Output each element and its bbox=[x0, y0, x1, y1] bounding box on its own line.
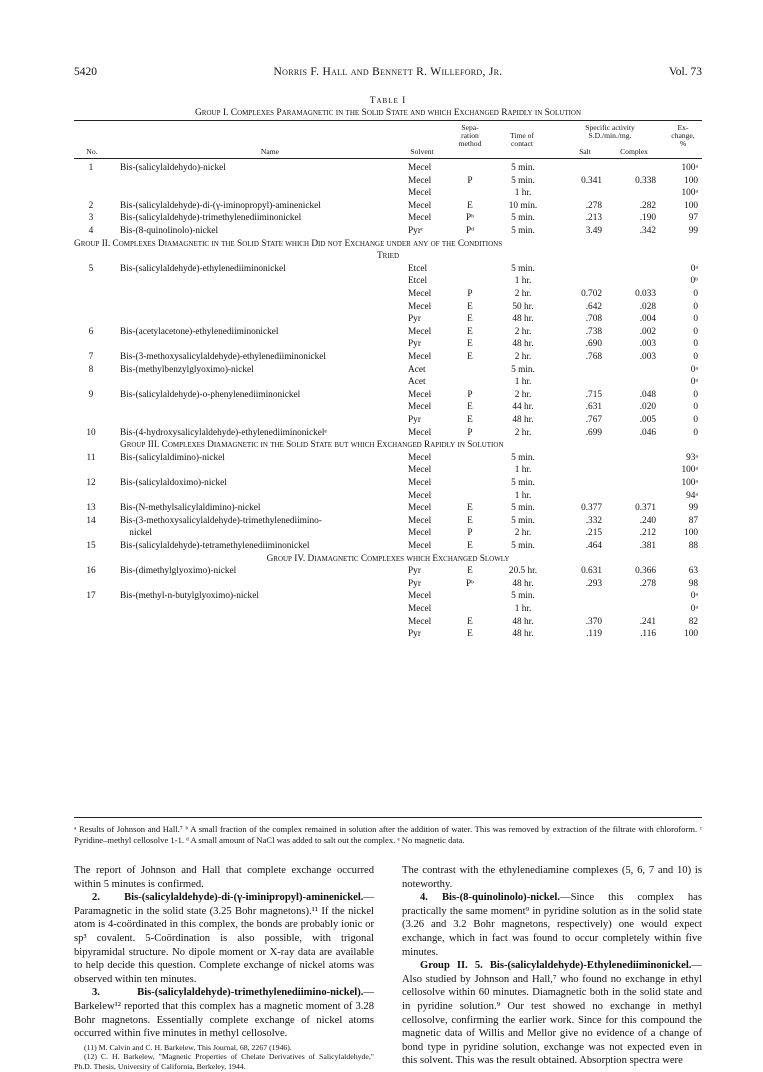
cell-solvent: Pyr bbox=[408, 339, 421, 350]
cell-solvent: Pyr bbox=[408, 314, 421, 325]
table-row bbox=[74, 491, 702, 502]
cell-time: 2 hr. bbox=[514, 352, 532, 362]
cell-time: 50 hr. bbox=[512, 301, 534, 312]
table-row bbox=[74, 365, 702, 376]
cell-name: Bis-(methylbenzylglyoximo)-nickel bbox=[120, 364, 254, 375]
section-body: —Paramagnetic in the solid state (3.25 Bohr magnetons).¹¹ If the nickel atom is 4-coördinated in this complex, the bonds are probably ionic or sp³ covalent. 5-Coördination is also possible, with trigonal bipyramidal structure. No dipole moment or X-ray data are available to help decide this question. Complete exchange of nickel atoms was observed within ten minutes. bbox=[74, 892, 374, 985]
cell-solvent: Mecel bbox=[408, 490, 432, 501]
cell-name: Bis-(salicylaldimino)-nickel bbox=[120, 452, 225, 463]
cell-name: Bis-(N-methylsalicylaldimino)-nickel bbox=[120, 503, 261, 514]
cell-time: 10 min. bbox=[508, 200, 538, 211]
cell-exchange: 0 bbox=[693, 389, 698, 400]
table-row bbox=[74, 327, 702, 338]
section-heading: 3. Bis-(salicylaldehyde)-trimethylenediimino-nickel). bbox=[92, 987, 364, 999]
cell-name: Bis-(dimethylglyoximo)-nickel bbox=[120, 566, 237, 577]
header-sep-2: ration bbox=[461, 131, 479, 140]
cell-time: 44 hr. bbox=[512, 402, 534, 413]
cell-time: 2 hr. bbox=[514, 427, 532, 438]
cell-complex: .002 bbox=[639, 326, 656, 337]
cell-solvent: Pyr bbox=[408, 415, 421, 425]
header-time-1: Time of bbox=[510, 131, 534, 140]
cell-solvent: Pyr bbox=[408, 566, 421, 577]
cell-separation: E bbox=[467, 629, 473, 640]
cell-salt: .767 bbox=[585, 415, 602, 425]
cell-time: 5 min. bbox=[511, 452, 535, 463]
cell-separation: P bbox=[467, 175, 473, 186]
cell-complex: .240 bbox=[639, 515, 656, 526]
cell-solvent: Mecel bbox=[408, 200, 432, 211]
cell-exchange: 100 bbox=[684, 175, 698, 186]
paragraph: The contrast with the ethylenediamine complexes (5, 6, 7 and 10) is noteworthy. bbox=[402, 865, 702, 890]
cell-solvent: Mecel bbox=[408, 175, 432, 186]
cell-no: 2 bbox=[88, 200, 94, 211]
reference-11: (11) M. Calvin and C. H. Barkelew, This Journal, 68, 2267 (1946). bbox=[84, 1042, 292, 1052]
cell-exchange: 100ᵃ bbox=[681, 465, 698, 476]
cell-exchange: 0 bbox=[693, 339, 698, 350]
section-body: —Also studied by Johnson and Hall,⁷ who found no exchange in ethyl cellosolve within 60 minutes. Diamagnetic both in the solid state and in pyridine solution.⁹ Our test showed no exchange in methyl cellosolve, confirming the earlier work. Since for this compound the magnetic data of Willis and Mellor give no evidence of a change of bond type in pyridine solution, exchange was not expected even in this solvent. This was the result obtained. Absorption spectra were bbox=[402, 960, 702, 1067]
cell-solvent: Etcel bbox=[408, 276, 428, 287]
cell-complex: 0.033 bbox=[635, 289, 656, 299]
cell-complex: .048 bbox=[639, 389, 656, 400]
cell-solvent: Mecel bbox=[408, 352, 432, 362]
cell-solvent: Mecel bbox=[408, 301, 432, 312]
table-row bbox=[74, 453, 702, 464]
cell-exchange: 0ᵃ bbox=[690, 591, 698, 602]
header-time bbox=[494, 132, 550, 148]
table-top-rule bbox=[74, 120, 702, 121]
cell-no: 13 bbox=[86, 503, 96, 514]
cell-complex: .005 bbox=[639, 415, 656, 425]
section-body: —Since this complex has practically the same moment⁹ in pyridine solution as in the solid state (3.26 and 3.2 Bohr magnetons, respectively) one would expect exchange, which in fact was found to occur completely within five minutes. bbox=[402, 892, 702, 958]
table-row bbox=[74, 428, 702, 439]
cell-complex: .381 bbox=[639, 541, 656, 551]
cell-solvent: Pyr bbox=[408, 578, 421, 589]
cell-no: 1 bbox=[88, 163, 94, 173]
cell-solvent: Mecel bbox=[408, 389, 432, 400]
cell-separation: E bbox=[467, 415, 473, 425]
cell-complex: .004 bbox=[639, 314, 656, 325]
cell-exchange: 100ᵃ bbox=[681, 478, 698, 488]
cell-name: Bis-(3-methoxysalicylaldehyde)-trimethylenediimino- bbox=[120, 515, 322, 526]
cell-exchange: 0ᵃ bbox=[690, 377, 698, 388]
cell-no: 11 bbox=[86, 452, 96, 463]
cell-solvent: Mecel bbox=[408, 427, 432, 438]
group-title: Group IV. Diamagnetic Complexes which Exchanged Slowly bbox=[266, 553, 510, 564]
table-row bbox=[74, 377, 702, 388]
cell-separation: E bbox=[467, 566, 473, 577]
header-rule bbox=[74, 158, 702, 159]
cell-name: Bis-(methyl-n-butylglyoximo)-nickel bbox=[120, 591, 259, 602]
cell-no: 3 bbox=[88, 213, 94, 224]
cell-no: 17 bbox=[86, 591, 96, 602]
cell-separation: E bbox=[467, 200, 473, 211]
cell-name: Bis-(salicylaldehyde)-trimethylenediiminonickel bbox=[120, 213, 302, 224]
cell-exchange: 0ᵃ bbox=[690, 364, 698, 375]
cell-solvent: Acet bbox=[408, 364, 426, 375]
cell-salt: .768 bbox=[585, 352, 602, 362]
cell-complex: .282 bbox=[639, 200, 656, 211]
cell-no: 10 bbox=[86, 427, 96, 438]
table-row bbox=[74, 629, 702, 640]
cell-time: 5 min. bbox=[511, 478, 535, 488]
table-row bbox=[74, 176, 702, 187]
section-heading: Group II. 5. Bis-(salicylaldehyde)-Ethylenediiminonickel. bbox=[420, 960, 692, 972]
cell-separation: P bbox=[467, 528, 473, 539]
table-row bbox=[74, 390, 702, 401]
cell-salt: .213 bbox=[585, 213, 602, 224]
table-caption: Table I bbox=[369, 96, 407, 106]
cell-complex: .342 bbox=[639, 226, 656, 236]
header-separation bbox=[452, 124, 488, 148]
cell-separation: E bbox=[467, 503, 473, 514]
cell-salt: .370 bbox=[585, 616, 602, 627]
table-row bbox=[74, 617, 702, 628]
cell-solvent: Mecel bbox=[408, 541, 432, 551]
cell-salt: .642 bbox=[585, 301, 602, 312]
cell-salt: .690 bbox=[585, 339, 602, 350]
table-row bbox=[74, 591, 702, 602]
table-bottom-rule bbox=[74, 817, 702, 818]
cell-separation: E bbox=[467, 402, 473, 413]
cell-exchange: 100 bbox=[684, 629, 698, 640]
volume-label: Vol. 73 bbox=[668, 66, 702, 78]
cell-exchange: 0ᵃ bbox=[690, 604, 698, 614]
cell-salt: .738 bbox=[585, 326, 602, 337]
cell-time: 5 min. bbox=[511, 226, 535, 236]
cell-solvent: Mecel bbox=[408, 452, 432, 463]
cell-separation: Pᵇ bbox=[465, 213, 475, 224]
cell-salt: .631 bbox=[585, 402, 602, 413]
cell-exchange: 93ᵃ bbox=[686, 452, 698, 463]
cell-solvent: Acet bbox=[408, 377, 426, 388]
cell-separation: Pᵇ bbox=[465, 578, 475, 589]
cell-solvent: Mecel bbox=[408, 163, 432, 173]
paragraph bbox=[402, 959, 702, 1068]
table-footnotes: ᵃ Results of Johnson and Hall.⁷ ᵇ A small fraction of the complex remained in solution after the addition of water. This was removed by extraction of the filtrate with chloroform. ᶜ Pyridine–methyl cellosolve 1-1. ᵈ A small amount of NaCl was added to salt out the complex. ᵉ No magnetic data. bbox=[74, 824, 702, 845]
cell-solvent: Mecel bbox=[408, 515, 432, 526]
cell-solvent: Mecel bbox=[408, 465, 432, 476]
cell-separation: E bbox=[467, 541, 473, 551]
cell-solvent: Mecel bbox=[408, 326, 432, 337]
cell-exchange: 0 bbox=[693, 326, 698, 337]
table-row bbox=[74, 528, 702, 539]
cell-time: 5 min. bbox=[511, 541, 535, 551]
cell-salt: .332 bbox=[585, 515, 602, 526]
cell-time: 2 hr. bbox=[514, 528, 532, 539]
cell-solvent: Mecel bbox=[408, 604, 432, 614]
cell-complex: .028 bbox=[639, 301, 656, 312]
cell-exchange: 100ᵃ bbox=[681, 188, 698, 199]
table-row bbox=[74, 264, 702, 275]
cell-no: 6 bbox=[88, 326, 94, 337]
cell-name: nickel bbox=[120, 528, 153, 539]
cell-separation: E bbox=[467, 314, 473, 325]
cell-exchange: 0 bbox=[693, 402, 698, 413]
right-column bbox=[402, 864, 702, 1068]
section-heading: 2. Bis-(salicylaldehyde)-di-(γ-iminipropyl)-aminenickel. bbox=[92, 892, 364, 904]
cell-exchange: 0 bbox=[693, 289, 698, 299]
header-sep-3: method bbox=[458, 139, 482, 148]
paragraph bbox=[74, 986, 374, 1040]
table-row bbox=[74, 516, 702, 527]
cell-complex: .212 bbox=[639, 528, 656, 539]
cell-complex: .241 bbox=[639, 616, 656, 627]
cell-exchange: 99 bbox=[688, 503, 698, 514]
cell-time: 1 hr. bbox=[514, 377, 532, 388]
cell-time: 2 hr. bbox=[514, 389, 532, 400]
header-exchange bbox=[664, 124, 702, 148]
cell-no: 12 bbox=[86, 478, 96, 488]
cell-salt: .293 bbox=[585, 578, 602, 589]
cell-no: 9 bbox=[88, 389, 94, 400]
left-column bbox=[74, 864, 374, 1072]
cell-separation: Pᵈ bbox=[465, 226, 475, 236]
cell-name: Bis-(4-hydroxysalicylaldehyde)-ethylenediiminonickelᵉ bbox=[120, 427, 327, 438]
table-row bbox=[74, 402, 702, 413]
cell-no: 15 bbox=[86, 541, 96, 551]
running-authors: Norris F. Hall and Bennett R. Willeford, Jr. bbox=[273, 66, 503, 78]
cell-exchange: 0ᵃ bbox=[690, 263, 698, 274]
cell-separation: E bbox=[467, 339, 473, 350]
cell-time: 1 hr. bbox=[514, 604, 532, 614]
cell-no: 14 bbox=[86, 515, 96, 526]
cell-no: 7 bbox=[88, 352, 94, 362]
cell-solvent: Mecel bbox=[408, 478, 432, 488]
cell-solvent: Mecel bbox=[408, 616, 432, 627]
table-row bbox=[74, 541, 702, 552]
cell-name: Bis-(salicylaldehydo)-nickel bbox=[120, 163, 226, 173]
cell-separation: E bbox=[467, 515, 473, 526]
cell-exchange: 0 bbox=[693, 415, 698, 425]
header-sep-1: Sepa- bbox=[461, 123, 479, 132]
table-row bbox=[74, 201, 702, 212]
cell-time: 48 hr. bbox=[512, 616, 534, 627]
cell-time: 5 min. bbox=[511, 503, 535, 514]
cell-salt: .715 bbox=[585, 389, 602, 400]
cell-salt: 0.341 bbox=[581, 175, 602, 186]
cell-salt: 0.702 bbox=[581, 289, 602, 299]
cell-complex: .003 bbox=[639, 339, 656, 350]
cell-name: Bis-(3-methoxysalicylaldehyde)-ethylenediiminonickel bbox=[120, 352, 327, 362]
cell-separation: E bbox=[467, 616, 473, 627]
cell-time: 48 hr. bbox=[512, 629, 534, 640]
cell-time: 5 min. bbox=[511, 591, 535, 602]
header-time-2: contact bbox=[511, 139, 533, 148]
table-row bbox=[74, 579, 702, 590]
table-row bbox=[74, 478, 702, 489]
group-title: Group II. Complexes Diamagnetic in the Solid State which Did not Exchange under any of the Conditions bbox=[74, 238, 503, 249]
cell-complex: .278 bbox=[639, 578, 656, 589]
cell-exchange: 100 bbox=[684, 200, 698, 211]
cell-time: 48 hr. bbox=[512, 578, 534, 589]
table-row bbox=[74, 604, 702, 615]
cell-complex: 0.371 bbox=[635, 503, 656, 514]
cell-separation: P bbox=[467, 289, 473, 299]
cell-exchange: 0 bbox=[693, 352, 698, 362]
cell-time: 1 hr. bbox=[514, 465, 532, 476]
table-row bbox=[74, 163, 702, 174]
cell-salt: .119 bbox=[586, 629, 602, 640]
table-row bbox=[74, 188, 702, 199]
cell-time: 1 hr. bbox=[514, 490, 532, 501]
cell-no: 16 bbox=[86, 566, 96, 577]
cell-exchange: 94ᵃ bbox=[686, 490, 698, 501]
cell-time: 48 hr. bbox=[512, 415, 534, 425]
cell-time: 2 hr. bbox=[514, 289, 532, 299]
header-name: Name bbox=[260, 147, 280, 156]
cell-name: Bis-(salicylaldehyde)-ethylenediiminonickel bbox=[120, 263, 286, 274]
section-body: —Barkelew¹² reported that this complex has a magnetic moment of 3.28 Bohr magnetons. Essentially complete exchange of nickel atoms occurred within five minutes in methyl cellosolve. bbox=[74, 987, 374, 1040]
cell-salt: .215 bbox=[585, 528, 602, 539]
table-row bbox=[74, 352, 702, 363]
cell-time: 1 hr. bbox=[514, 276, 532, 287]
table-row bbox=[74, 226, 702, 237]
header-complex: Complex bbox=[620, 147, 648, 156]
cell-separation: E bbox=[467, 301, 473, 312]
cell-complex: .116 bbox=[640, 629, 656, 640]
group-title: Tried bbox=[376, 251, 399, 262]
cell-time: 1 hr. bbox=[514, 188, 532, 199]
table-row bbox=[74, 302, 702, 313]
cell-exchange: 0 bbox=[693, 301, 698, 312]
cell-name: Bis-(salicylaldehyde)-o-phenylenediiminonickel bbox=[120, 389, 301, 400]
cell-exchange: 100ᵃ bbox=[681, 163, 698, 173]
table-row bbox=[74, 289, 702, 300]
cell-exchange: 82 bbox=[688, 616, 698, 627]
running-header bbox=[74, 66, 702, 80]
cell-salt: .708 bbox=[585, 314, 602, 325]
cell-time: 5 min. bbox=[511, 213, 535, 224]
header-ex-2: change, bbox=[671, 131, 695, 140]
cell-exchange: 99 bbox=[688, 226, 698, 236]
header-specific-activity bbox=[556, 124, 664, 140]
header-salt: Salt bbox=[579, 147, 591, 156]
group-1-title: Group I. Complexes Paramagnetic in the Solid State and which Exchanged Rapidly in Solution bbox=[194, 108, 582, 118]
cell-salt: .278 bbox=[585, 200, 602, 211]
section-heading: 4. Bis-(8-quinolinolo)-nickel. bbox=[420, 892, 560, 904]
table-row bbox=[74, 415, 702, 426]
table-row bbox=[74, 339, 702, 350]
cell-separation: P bbox=[467, 427, 473, 438]
cell-exchange: 63 bbox=[688, 566, 698, 577]
reference-12: (12) C. H. Barkelew, "Magnetic Properties of Chelate Derivatives of Salicylaldehyde," Ph.D. Thesis, University of California, Berkeley, 1944. bbox=[74, 1052, 374, 1071]
cell-time: 5 min. bbox=[511, 175, 535, 186]
cell-name: Bis-(acetylacetone)-ethylenediiminonickel bbox=[120, 326, 279, 337]
header-ex-3: % bbox=[679, 139, 687, 148]
cell-solvent: Pyrᶜ bbox=[408, 226, 424, 236]
cell-no: 4 bbox=[88, 226, 94, 236]
cell-complex: .003 bbox=[639, 352, 656, 362]
cell-exchange: 0ᵇ bbox=[690, 276, 698, 287]
cell-separation: E bbox=[467, 326, 473, 337]
header-no: No. bbox=[86, 147, 98, 156]
cell-exchange: 0 bbox=[693, 427, 698, 438]
cell-solvent: Etcel bbox=[408, 263, 428, 274]
table-row bbox=[74, 276, 702, 287]
cell-solvent: Mecel bbox=[408, 591, 432, 602]
references bbox=[74, 1043, 374, 1072]
cell-time: 5 min. bbox=[511, 515, 535, 526]
cell-no: 5 bbox=[88, 263, 94, 274]
cell-solvent: Mecel bbox=[408, 213, 432, 224]
cell-separation: P bbox=[467, 389, 473, 400]
paragraph: The report of Johnson and Hall that complete exchange occurred within 5 minutes is confirmed. bbox=[74, 865, 374, 890]
header-spec-2: S.D./min./mg. bbox=[588, 131, 632, 140]
cell-time: 48 hr. bbox=[512, 339, 534, 350]
cell-time: 5 min. bbox=[511, 263, 535, 274]
cell-exchange: 0 bbox=[693, 314, 698, 325]
cell-time: 5 min. bbox=[511, 163, 535, 173]
cell-exchange: 98 bbox=[688, 578, 698, 589]
header-solvent: Solvent bbox=[410, 147, 434, 156]
cell-time: 20.5 hr. bbox=[508, 566, 538, 577]
cell-name: Bis-(salicylaldehyde)-tetramethylenediiminonickel bbox=[120, 541, 310, 551]
cell-complex: .190 bbox=[639, 213, 656, 224]
table-row bbox=[74, 465, 702, 476]
cell-exchange: 97 bbox=[688, 213, 698, 224]
table-row bbox=[74, 566, 702, 577]
cell-name: Bis-(salicylaldoximo)-nickel bbox=[120, 478, 227, 488]
table-row bbox=[74, 503, 702, 514]
group-title: Group III. Complexes Diamagnetic in the Solid State but which Exchanged Rapidly in Solution bbox=[120, 440, 504, 451]
paragraph bbox=[402, 891, 702, 959]
table-row bbox=[74, 213, 702, 224]
cell-name: Bis-(salicylaldehyde)-di-(γ-iminopropyl)-aminenickel bbox=[120, 200, 321, 211]
cell-separation: E bbox=[467, 352, 473, 362]
table-row bbox=[74, 314, 702, 325]
cell-solvent: Mecel bbox=[408, 528, 432, 539]
cell-solvent: Pyr bbox=[408, 629, 421, 640]
header-spec-1: Specific activity bbox=[585, 123, 635, 132]
cell-name: Bis-(8-quinolinolo)-nickel bbox=[120, 226, 219, 236]
cell-complex: 0.366 bbox=[635, 566, 656, 577]
cell-no: 8 bbox=[88, 364, 94, 375]
cell-solvent: Mecel bbox=[408, 503, 432, 514]
cell-salt: 3.49 bbox=[585, 226, 602, 236]
cell-complex: .020 bbox=[639, 402, 656, 413]
cell-salt: .699 bbox=[585, 427, 602, 438]
cell-salt: 0.377 bbox=[581, 503, 602, 514]
cell-exchange: 87 bbox=[688, 515, 698, 526]
cell-solvent: Mecel bbox=[408, 289, 432, 299]
cell-solvent: Mecel bbox=[408, 402, 432, 413]
cell-exchange: 88 bbox=[688, 541, 698, 551]
cell-time: 48 hr. bbox=[512, 314, 534, 325]
cell-complex: 0.338 bbox=[635, 175, 656, 186]
cell-salt: .464 bbox=[585, 541, 602, 551]
header-ex-1: Ex- bbox=[677, 123, 689, 132]
cell-time: 2 hr. bbox=[514, 326, 532, 337]
cell-time: 5 min. bbox=[511, 364, 535, 375]
page-number: 5420 bbox=[74, 66, 97, 78]
cell-exchange: 100 bbox=[684, 528, 698, 539]
cell-salt: 0.631 bbox=[581, 566, 602, 577]
paragraph bbox=[74, 891, 374, 986]
cell-solvent: Mecel bbox=[408, 188, 432, 199]
cell-complex: .046 bbox=[639, 427, 656, 438]
